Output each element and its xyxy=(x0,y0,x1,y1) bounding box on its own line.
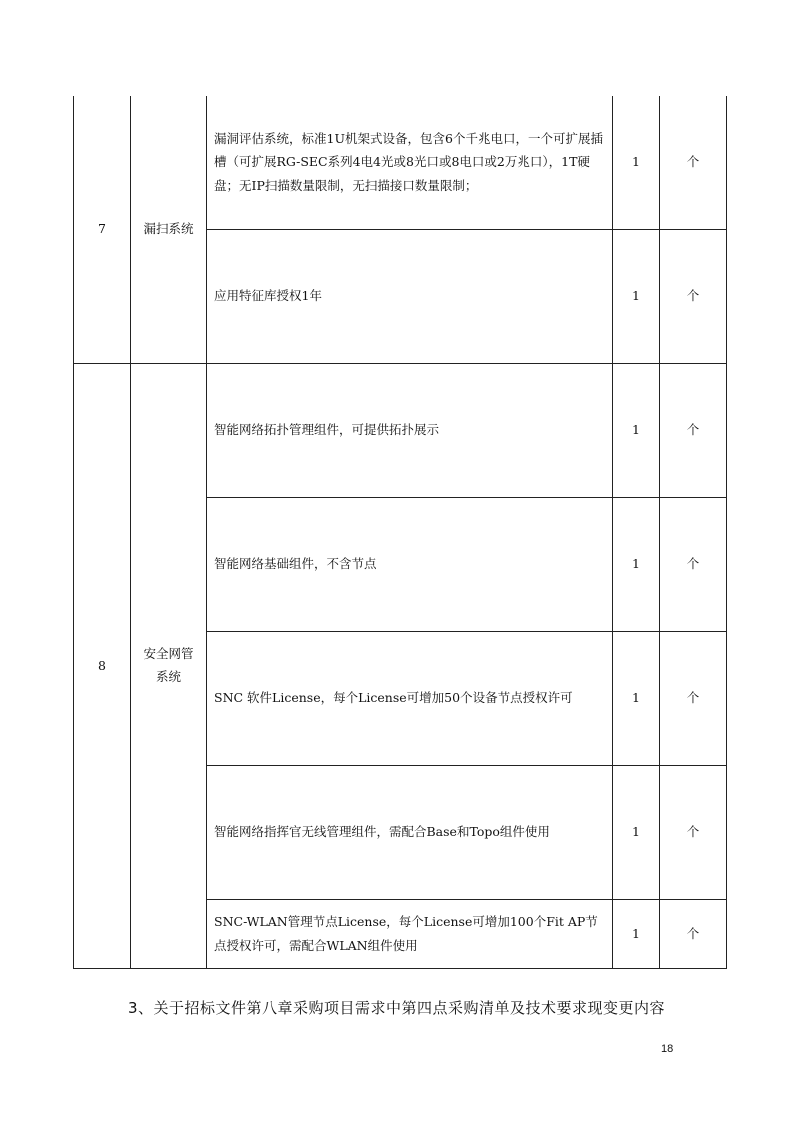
quantity-cell: 1 xyxy=(613,765,660,899)
item-number-cell: 7 xyxy=(74,96,131,363)
quantity-cell: 1 xyxy=(613,497,660,631)
quantity-cell: 1 xyxy=(613,96,660,229)
system-name-line: 系统 xyxy=(155,668,181,684)
page-number: 18 xyxy=(661,1043,674,1055)
description-cell: 漏洞评估系统，标准1U机架式设备，包含6个千兆电口，一个可扩展插槽（可扩展RG-SEC系列4电4光或8光口或8电口或2万兆口），1T硬盘；无IP扫描数量限制，无扫描接口数量限制； xyxy=(207,96,613,229)
description-cell: 智能网络基础组件，不含节点 xyxy=(207,497,613,631)
table-row xyxy=(74,363,727,497)
section-heading: 3、关于招标文件第八章采购项目需求中第四点采购清单及技术要求现变更内容 xyxy=(127,999,666,1017)
description-cell: 应用特征库授权1年 xyxy=(207,229,613,363)
quantity-cell: 1 xyxy=(613,229,660,363)
item-number-cell: 8 xyxy=(74,363,131,968)
description-cell: 智能网络拓扑管理组件，可提供拓扑展示 xyxy=(207,363,613,497)
description-cell: SNC 软件License，每个License可增加50个设备节点授权许可 xyxy=(207,631,613,765)
quantity-cell: 1 xyxy=(613,631,660,765)
system-name-cell xyxy=(131,96,207,363)
description-cell: SNC-WLAN管理节点License，每个License可增加100个Fit AP节点授权许可，需配合WLAN组件使用 xyxy=(207,899,613,968)
unit-cell: 个 xyxy=(660,497,727,631)
quantity-cell: 1 xyxy=(613,363,660,497)
procurement-table xyxy=(73,96,727,969)
unit-cell: 个 xyxy=(660,96,727,229)
unit-cell: 个 xyxy=(660,229,727,363)
system-name-cell xyxy=(131,363,207,968)
unit-cell: 个 xyxy=(660,363,727,497)
quantity-cell: 1 xyxy=(613,899,660,968)
unit-cell: 个 xyxy=(660,899,727,968)
unit-cell: 个 xyxy=(660,631,727,765)
system-name-line: 漏扫系统 xyxy=(143,221,194,236)
description-cell: 智能网络指挥官无线管理组件，需配合Base和Topo组件使用 xyxy=(207,765,613,899)
system-name-line: 安全网管 xyxy=(143,646,194,661)
unit-cell: 个 xyxy=(660,765,727,899)
table-row xyxy=(74,96,727,229)
